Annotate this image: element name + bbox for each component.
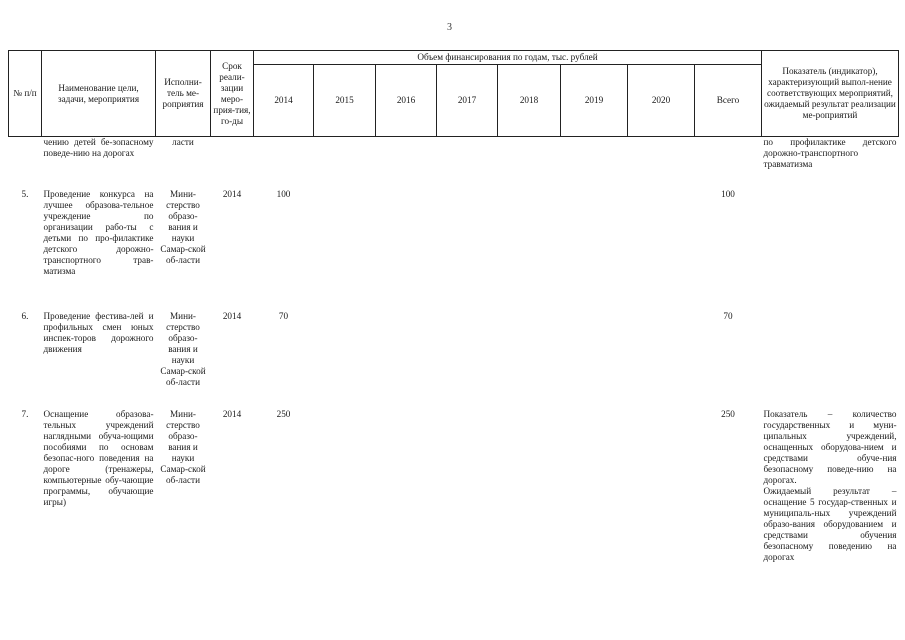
row-indicator: [762, 189, 899, 311]
header-year-2017: 2017: [437, 65, 498, 137]
row-amount-2014: 250: [276, 408, 291, 419]
header-year-2016: 2016: [376, 65, 437, 137]
row-num: 6.: [21, 310, 29, 321]
row-executor: Мини-стерство образо-вания и науки Самар-ской об-ласти: [160, 310, 206, 387]
header-num: № п/п: [9, 51, 42, 137]
header-year-2018: 2018: [498, 65, 561, 137]
row-name: Проведение фестива-лей и профильных смен юных инспек-торов дорожного движения: [43, 310, 154, 354]
header-funding: Объем финансирования по годам, тыс. рублей: [254, 51, 762, 65]
row-amount-2014: 70: [278, 310, 289, 321]
table-row: [9, 409, 899, 599]
page-number: 3: [447, 22, 452, 33]
row-indicator: [762, 311, 899, 409]
row-executor: Мини-стерство образо-вания и науки Самар-ской об-ласти: [160, 188, 206, 265]
row-name: Оснащение образова-тельных учреждений наглядными обуча-ющими пособиями по основам безопас-ного поведения на дороге (тренажеры, компьютерные обу-чающие программы, обучающие игры): [43, 408, 154, 507]
header-year-2014: 2014: [254, 65, 314, 137]
header-year-2015: 2015: [314, 65, 376, 137]
funding-table: [8, 50, 899, 599]
table-row: [9, 311, 899, 409]
header-indicator: Показатель (индикатор), характеризующий выпол-нение соответствующих мероприятий, ожидаемый результат реализации ме-роприятий: [762, 51, 899, 137]
header-term: Срок реали-зации меро-прия-тия, го-ды: [211, 51, 254, 137]
row-term: 2014: [222, 188, 242, 199]
row-indicator: [762, 409, 899, 599]
row-indicator-metric: Показатель – количество государственных и муни-ципальных учреждений, оснащенных оборудова-нием и средствами обуче-ния безопасному поведе-нию на дорогах.: [763, 408, 897, 485]
continuation-name: чению детей бе-зопасному поведе-нию на дорогах: [43, 137, 154, 158]
row-executor: Мини-стерство образо-вания и науки Самар-ской об-ласти: [160, 408, 206, 485]
row-term: 2014: [222, 310, 242, 321]
table-row: [9, 189, 899, 311]
header-executor: Исполни-тель ме-роприятия: [156, 51, 211, 137]
continuation-indicator: по профилактике детского дорожно-транспортного травматизма: [763, 137, 897, 169]
row-amount-2014: 100: [276, 188, 291, 199]
row-num: 5.: [21, 188, 29, 199]
row-total: 100: [721, 188, 735, 199]
row-num: 7.: [21, 408, 29, 419]
table-row: [9, 137, 899, 189]
row-total: 70: [723, 310, 733, 321]
header-name: Наименование цели, задачи, мероприятия: [42, 51, 156, 137]
row-indicator-result: Ожидаемый результат – оснащение 5 государ-ственных и муниципаль-ных учреждений образо-вания оборудованием и средствами обучения безопасному поведению на дорогах: [763, 485, 897, 562]
header-year-2020: 2020: [628, 65, 695, 137]
header-year-2019: 2019: [561, 65, 628, 137]
row-total: 250: [721, 408, 735, 419]
row-name: Проведение конкурса на лучшее образова-тельное учреждение по организации рабо-ты с детьми по про-филактике детского дорожно-транспортного трав-матизма: [43, 188, 154, 276]
header-total: Всего: [695, 65, 762, 137]
row-term: 2014: [222, 408, 242, 419]
continuation-executor: ласти: [172, 137, 194, 147]
